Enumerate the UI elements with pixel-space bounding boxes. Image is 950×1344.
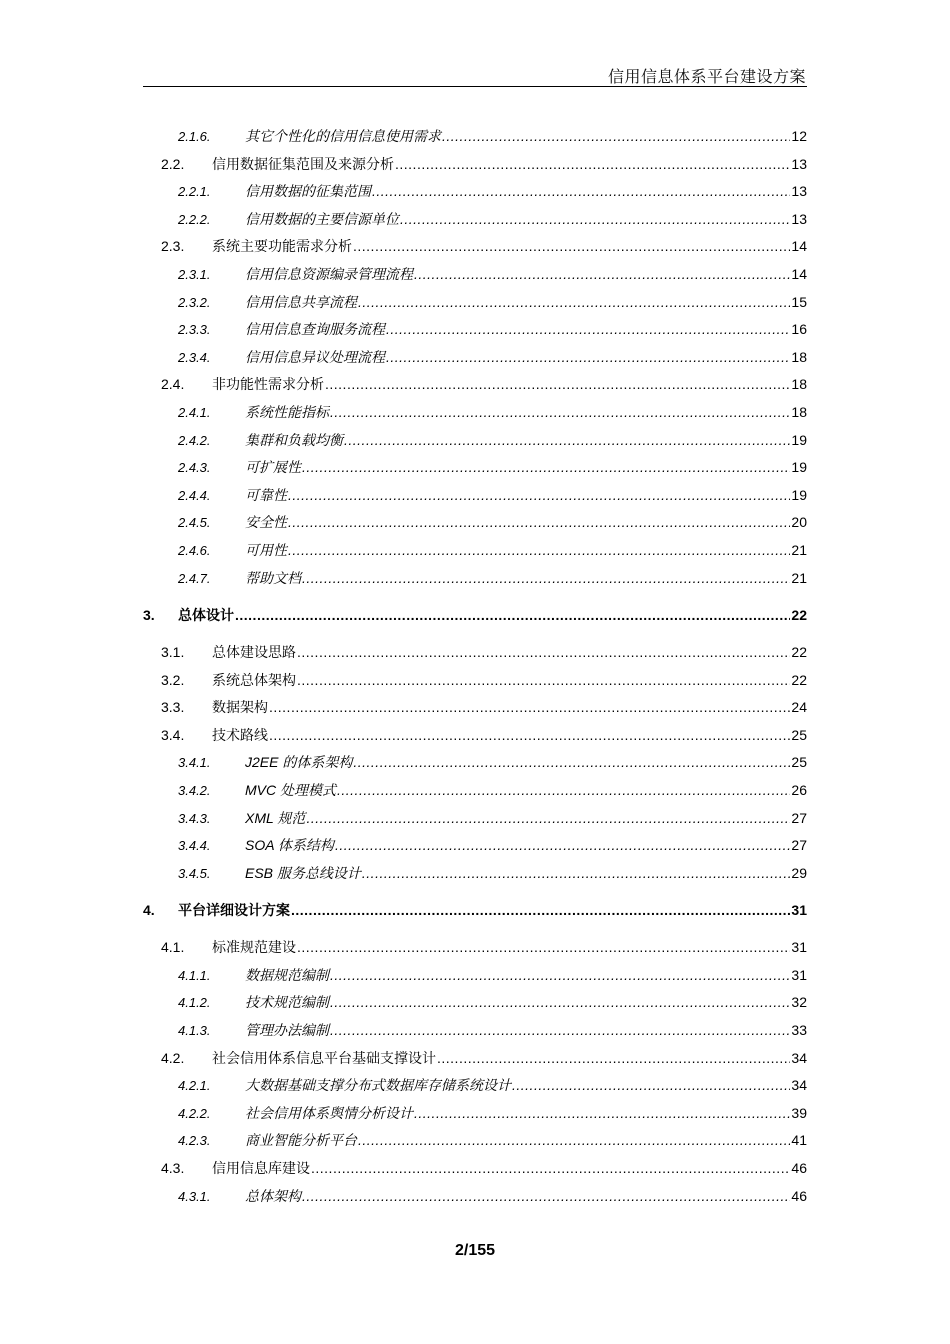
toc-dot-leader: [302, 455, 790, 479]
toc-entry-title: 管理办法编制: [245, 1022, 329, 1038]
toc-entry-title: 技术规范编制: [245, 994, 329, 1011]
toc-dot-leader: [344, 428, 790, 452]
toc-dot-leader: [414, 1101, 790, 1125]
toc-entry-title: 总体建设思路: [212, 644, 296, 660]
toc-entry-title: 集群和负载均衡: [245, 431, 343, 448]
toc-entry-title: 数据规范编制: [245, 966, 329, 983]
toc-entry-title: 可用性: [245, 542, 287, 558]
toc-entry-title: 信用数据征集范围及来源分析: [212, 155, 394, 172]
toc-entry-title: 信用信息查询服务流程: [245, 321, 385, 338]
toc-entry-page: 19: [791, 459, 807, 476]
toc-entry-number: 2.3.2.: [178, 294, 211, 310]
toc-entry-title: 技术路线: [212, 726, 268, 743]
toc-entry-page: 34: [791, 1077, 807, 1094]
toc-entry-title: 信用数据的征集范围: [245, 183, 371, 200]
toc-entry[interactable]: [161, 640, 807, 664]
toc-entry-number: 3.3.: [161, 699, 185, 716]
toc-entry-number: 4.1.1.: [178, 967, 211, 983]
toc-entry-page: 31: [791, 902, 807, 918]
toc-entry-number: 2.3.: [161, 238, 185, 255]
toc-entry-number: 4.3.1.: [178, 1188, 211, 1204]
toc-entry-page: 18: [791, 348, 807, 365]
toc-entry[interactable]: [178, 1184, 807, 1208]
toc-entry-title: ESB 服务总线设计: [245, 864, 361, 881]
toc-entry-number: 4.: [143, 902, 155, 918]
toc-entry[interactable]: [178, 483, 807, 507]
toc-entry-title: 平台详细设计方案: [178, 902, 290, 918]
toc-entry-title: 总体架构: [245, 1187, 301, 1204]
toc-dot-leader: [353, 750, 790, 774]
toc-entry-title: 社会信用体系信息平台基础支撑设计: [212, 1049, 436, 1066]
toc-dot-leader: [353, 234, 790, 258]
toc-entry-page: 22: [791, 671, 807, 688]
toc-entry[interactable]: [178, 861, 807, 885]
toc-dot-leader: [302, 1184, 790, 1208]
toc-entry-page: 27: [791, 809, 807, 826]
document-header-title: 信用信息体系平台建设方案: [607, 69, 806, 86]
toc-entry[interactable]: [161, 234, 807, 258]
toc-entry[interactable]: [178, 1101, 807, 1125]
toc-entry-page: 41: [791, 1132, 807, 1149]
toc-entry-number: 2.2.1.: [178, 184, 211, 200]
toc-entry-number: 2.4.5.: [178, 515, 211, 531]
toc-dot-leader: [311, 1156, 790, 1180]
toc-entry-number: 3.4.2.: [178, 783, 211, 798]
toc-entry[interactable]: [178, 400, 807, 424]
toc-dot-leader: [297, 668, 790, 692]
toc-dot-leader: [414, 262, 790, 286]
toc-entry[interactable]: [178, 833, 807, 857]
toc-entry-number: 4.3.: [161, 1160, 185, 1176]
toc-entry-page: 34: [791, 1049, 807, 1066]
toc-entry-title: 信用信息共享流程: [245, 293, 357, 310]
toc-entry-number: 3.4.1.: [178, 755, 211, 771]
toc-entry[interactable]: [161, 668, 807, 692]
toc-entry-title: MVC 处理模式: [245, 782, 336, 798]
toc-entry-title: 系统性能指标: [245, 404, 329, 420]
toc-entry-page: 29: [791, 864, 807, 881]
toc-entry[interactable]: [161, 695, 807, 719]
toc-entry-title: 可扩展性: [245, 459, 301, 476]
toc-entry[interactable]: [178, 1073, 807, 1097]
toc-dot-leader: [395, 152, 790, 176]
toc-entry[interactable]: [178, 317, 807, 341]
toc-entry-number: 4.2.1.: [178, 1078, 211, 1094]
toc-dot-leader: [330, 1018, 790, 1042]
toc-entry-page: 14: [791, 238, 807, 255]
toc-entry[interactable]: [178, 455, 807, 479]
toc-entry-title: 商业智能分析平台: [245, 1132, 357, 1149]
toc-entry-page: 13: [791, 210, 807, 227]
toc-entry-number: 3.2.: [161, 671, 185, 688]
toc-entry[interactable]: [178, 428, 807, 452]
toc-entry-number: 2.4.3.: [178, 460, 211, 476]
page-number: 2/155: [454, 1242, 496, 1259]
toc-entry[interactable]: [143, 898, 807, 922]
toc-dot-leader: [386, 317, 790, 341]
toc-entry[interactable]: [178, 990, 807, 1014]
toc-entry-page: 31: [791, 939, 807, 956]
toc-entry[interactable]: [178, 566, 807, 590]
toc-dot-leader: [306, 806, 790, 830]
toc-dot-leader: [358, 1128, 790, 1152]
toc-dot-leader: [337, 778, 790, 802]
toc-entry[interactable]: [178, 510, 807, 534]
toc-entry-page: 25: [791, 754, 807, 771]
toc-entry-page: 27: [791, 837, 807, 854]
toc-entry-title: XML 规范: [245, 809, 306, 826]
toc-entry-page: 39: [791, 1104, 807, 1121]
toc-entry-number: 3.4.4.: [178, 838, 211, 854]
toc-entry-number: 4.2.: [161, 1049, 185, 1066]
toc-entry[interactable]: [161, 1046, 807, 1070]
toc-entry-page: 20: [791, 514, 807, 531]
toc-entry[interactable]: [143, 603, 807, 627]
toc-entry-title: 系统总体架构: [212, 671, 296, 688]
toc-entry-title: J2EE 的体系架构: [245, 754, 353, 771]
toc-entry-title: 安全性: [245, 514, 287, 531]
toc-dot-leader: [372, 179, 790, 203]
toc-entry-number: 2.3.3.: [178, 322, 211, 338]
toc-entry-page: 16: [791, 321, 807, 338]
toc-entry-page: 24: [791, 699, 807, 716]
toc-entry-number: 2.2.2.: [178, 211, 211, 227]
toc-entry-page: 32: [791, 994, 807, 1011]
toc-entry-number: 2.4.2.: [178, 432, 211, 448]
toc-dot-leader: [330, 963, 790, 987]
toc-dot-leader: [335, 833, 790, 857]
toc-entry-title: 信用信息库建设: [212, 1160, 310, 1176]
toc-entry-page: 12: [791, 128, 807, 144]
toc-entry-page: 15: [791, 293, 807, 310]
toc-dot-leader: [358, 290, 790, 314]
toc-entry[interactable]: [178, 1128, 807, 1152]
toc-entry-title: 信用数据的主要信源单位: [245, 210, 399, 227]
toc-entry-number: 4.2.2.: [178, 1105, 211, 1121]
toc-entry-number: 2.4.: [161, 376, 185, 393]
toc-entry[interactable]: [178, 290, 807, 314]
toc-entry[interactable]: [178, 207, 807, 231]
toc-entry[interactable]: [161, 372, 807, 396]
toc-dot-leader: [437, 1046, 790, 1070]
toc-dot-leader: [288, 483, 790, 507]
toc-entry[interactable]: [178, 538, 807, 562]
toc-entry-page: 46: [791, 1160, 807, 1176]
toc-entry-title: SOA 体系结构: [245, 837, 334, 854]
toc-entry-page: 26: [791, 782, 807, 798]
toc-dot-leader: [330, 400, 790, 424]
toc-entry-title: 社会信用体系舆情分析设计: [245, 1104, 413, 1121]
toc-dot-leader: [330, 990, 790, 1014]
toc-entry-number: 2.3.4.: [178, 349, 211, 365]
toc-entry-page: 21: [791, 542, 807, 558]
toc-entry-page: 22: [791, 606, 807, 623]
toc-dot-leader: [386, 345, 790, 369]
toc-entry-page: 19: [791, 431, 807, 448]
toc-dot-leader: [235, 603, 790, 627]
toc-dot-leader: [269, 695, 790, 719]
toc-entry-page: 21: [791, 569, 807, 586]
toc-entry-title: 总体设计: [178, 606, 234, 623]
toc-dot-leader: [325, 372, 790, 396]
toc-entry-number: 2.3.1.: [178, 267, 211, 282]
toc-entry-number: 3.1.: [161, 644, 185, 660]
toc-entry[interactable]: [178, 963, 807, 987]
toc-dot-leader: [512, 1073, 790, 1097]
toc-dot-leader: [400, 207, 790, 231]
toc-entry-page: 19: [791, 486, 807, 503]
toc-entry-number: 4.2.3.: [178, 1133, 211, 1149]
toc-entry-number: 3.: [143, 606, 155, 623]
toc-dot-leader: [297, 640, 790, 664]
toc-dot-leader: [442, 124, 790, 148]
toc-entry[interactable]: [161, 723, 807, 747]
toc-entry-title: 系统主要功能需求分析: [212, 238, 352, 255]
toc-entry-number: 4.1.2.: [178, 995, 211, 1011]
toc-entry-page: 13: [791, 183, 807, 200]
toc-dot-leader: [288, 510, 790, 534]
toc-entry-page: 33: [791, 1022, 807, 1038]
toc-entry[interactable]: [178, 778, 807, 802]
toc-entry[interactable]: [161, 935, 807, 959]
toc-entry-number: 2.4.4.: [178, 487, 211, 503]
toc-entry-title: 其它个性化的信用信息使用需求: [245, 128, 441, 144]
toc-entry-number: 4.1.: [161, 939, 185, 956]
toc-entry-page: 22: [791, 644, 807, 660]
toc-entry-number: 3.4.: [161, 726, 185, 743]
toc-entry-page: 25: [791, 726, 807, 743]
toc-entry-page: 14: [791, 266, 807, 282]
toc-entry[interactable]: [178, 262, 807, 286]
toc-entry-page: 13: [791, 155, 807, 172]
toc-entry[interactable]: [178, 1018, 807, 1042]
toc-entry-title: 标准规范建设: [212, 939, 296, 956]
toc-entry-title: 信用信息资源编录管理流程: [245, 266, 413, 282]
toc-dot-leader: [297, 935, 790, 959]
toc-entry-title: 可靠性: [245, 486, 287, 503]
toc-entry-page: 18: [791, 376, 807, 393]
toc-entry-title: 帮助文档: [245, 569, 301, 586]
toc-entry-number: 3.4.3.: [178, 810, 211, 826]
toc-dot-leader: [288, 538, 790, 562]
toc-entry-page: 31: [791, 966, 807, 983]
toc-entry-title: 信用信息异议处理流程: [245, 348, 385, 365]
toc-entry-page: 46: [791, 1187, 807, 1204]
toc-entry-number: 2.4.6.: [178, 543, 211, 558]
toc-entry-number: 3.4.5.: [178, 865, 211, 881]
toc-entry[interactable]: [178, 124, 807, 148]
toc-entry-number: 4.1.3.: [178, 1023, 211, 1038]
toc-entry[interactable]: [178, 179, 807, 203]
toc-entry[interactable]: [178, 345, 807, 369]
header-divider: [143, 86, 807, 87]
toc-entry-title: 大数据基础支撑分布式数据库存储系统设计: [245, 1077, 511, 1094]
toc-entry-number: 2.2.: [161, 155, 185, 172]
toc-entry-title: 数据架构: [212, 699, 268, 716]
toc-dot-leader: [291, 898, 790, 922]
toc-dot-leader: [302, 566, 790, 590]
toc-entry-page: 18: [791, 404, 807, 420]
toc-entry[interactable]: [161, 1156, 807, 1180]
toc-dot-leader: [362, 861, 791, 885]
toc-entry-number: 2.4.1.: [178, 405, 211, 420]
toc-entry[interactable]: [178, 750, 807, 774]
toc-entry-number: 2.1.6.: [178, 129, 211, 144]
toc-entry[interactable]: [178, 806, 807, 830]
toc-entry[interactable]: [161, 152, 807, 176]
toc-entry-title: 非功能性需求分析: [212, 376, 324, 393]
toc-entry-number: 2.4.7.: [178, 570, 211, 586]
toc-dot-leader: [269, 723, 790, 747]
